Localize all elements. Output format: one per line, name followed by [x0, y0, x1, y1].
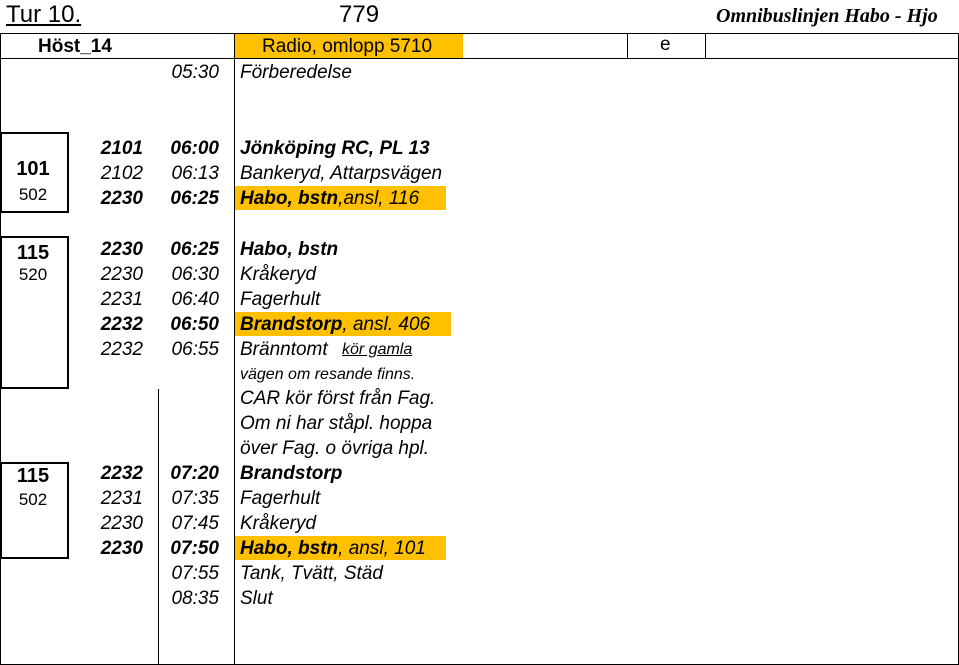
stop-id: 2230: [100, 264, 143, 285]
route-name: Omnibuslinjen Habo - Hjo: [716, 5, 938, 27]
route-number-2: 115: [16, 242, 50, 264]
grid-line-top: [0, 33, 959, 34]
place: Habo, bstn: [240, 239, 339, 260]
season-label: Höst_14: [38, 36, 112, 57]
route-note-line: vägen om resande finns.: [240, 366, 416, 383]
time: 06:55: [171, 339, 219, 360]
prep-time: 05:30: [171, 62, 219, 83]
prep-text: Förberedelse: [240, 62, 352, 83]
place: Brandstorp: [240, 314, 343, 335]
time: 07:20: [170, 463, 219, 484]
time: 07:50: [170, 538, 219, 559]
grid-line-col1: [234, 34, 235, 665]
route-sub-2: 520: [18, 265, 48, 284]
place-with-note: [240, 186, 419, 211]
stop-id: 2101: [100, 138, 143, 159]
stop-id: 2230: [100, 513, 143, 534]
time: 07:45: [171, 513, 219, 534]
place: Habo, bstn: [240, 188, 339, 209]
end-time: 08:35: [171, 588, 219, 609]
route-note-line: Om ni har ståpl. hoppa: [240, 413, 433, 434]
marker-label: e: [660, 34, 671, 55]
time: 06:50: [170, 314, 219, 335]
tour-title: Tur 10.: [6, 1, 82, 28]
time: 06:40: [171, 289, 219, 310]
radio-label: Radio, omlopp 5710: [262, 36, 433, 57]
stop-id: 2231: [100, 488, 143, 509]
place: Brandstorp: [240, 463, 343, 484]
place-with-note: [240, 312, 430, 337]
place: Bankeryd, Attarpsvägen: [240, 163, 443, 184]
end-text: Tank, Tvätt, Städ: [240, 563, 383, 584]
route-number-3: 115: [16, 465, 50, 487]
time: 06:30: [171, 264, 219, 285]
place: Fagerhult: [240, 289, 321, 310]
route-number-1: 101: [16, 158, 50, 180]
time: 06:25: [170, 188, 219, 209]
place-with-note: [240, 536, 426, 561]
stop-id: 2232: [100, 463, 143, 484]
end-time: 07:55: [171, 563, 219, 584]
route-note-line: CAR kör först från Fag.: [240, 388, 436, 409]
end-text: Slut: [240, 588, 273, 609]
connection-note: , ansl. 406: [342, 314, 431, 335]
route-note: kör gamla: [342, 341, 413, 358]
grid-line-col3: [627, 34, 628, 58]
stop-id: 2230: [100, 538, 143, 559]
time: 06:25: [170, 239, 219, 260]
place: Habo, bstn: [240, 538, 339, 559]
connection-note: ,ansl, 116: [338, 188, 420, 209]
grid-line-row2: [0, 58, 959, 59]
route-sub-3: 502: [18, 490, 48, 509]
place: Jönköping RC, PL 13: [240, 138, 430, 159]
route-note-line: över Fag. o övriga hpl.: [240, 438, 430, 459]
time: 06:00: [170, 138, 219, 159]
stop-id: 2230: [100, 239, 143, 260]
place: Fagerhult: [240, 488, 321, 509]
stop-id: 2232: [100, 339, 143, 360]
grid-line-col4: [705, 34, 706, 58]
place: Bränntomt: [240, 339, 328, 360]
time: 07:35: [171, 488, 219, 509]
stop-id: 2102: [100, 163, 143, 184]
place: Kråkeryd: [240, 264, 317, 285]
route-number: 779: [339, 1, 380, 28]
stop-id: 2230: [100, 188, 143, 209]
route-sub-1: 502: [18, 185, 48, 204]
time: 06:13: [171, 163, 219, 184]
place: Kråkeryd: [240, 513, 317, 534]
stop-id: 2232: [100, 314, 143, 335]
connection-note: , ansl, 101: [338, 538, 426, 559]
stop-id: 2231: [100, 289, 143, 310]
